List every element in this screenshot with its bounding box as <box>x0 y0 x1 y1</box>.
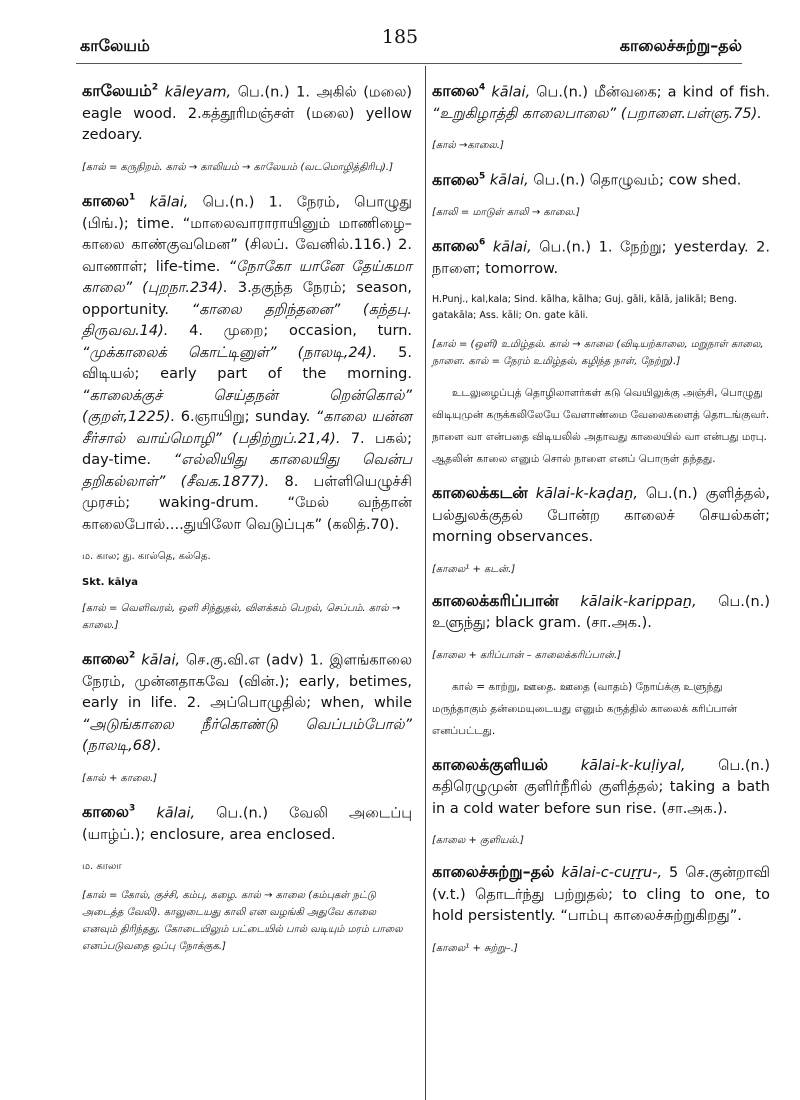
entry-kaalaikkadan <box>432 482 770 549</box>
homonym-number: 1 <box>129 192 136 203</box>
related-languages: ம. கால; து. கால்தெ, கல்தெ. <box>82 551 211 563</box>
etymology-note: [காலை + குளியல்.] <box>432 835 524 847</box>
etymology-note: [கால் + காலை.] <box>82 772 158 784</box>
headword: காலைச்சுற்று–தல் <box>432 862 555 882</box>
etymology-note: [கால் = (ஒளி) உமிழ்தல். கால் → காலை (விடியற்காலை, மறுநாள் காலை, நாளை. கால் = நேரம் உமிழ்தல், கழிந்த நாள், நேற்று).] <box>432 339 764 368</box>
etymology-note: [காலி = மாடுள் காலி → காலை.] <box>432 207 580 219</box>
quotation: “முக்காலைக் கொட்டினுள்” (நாலடி,24). <box>82 344 378 361</box>
etymology-note: [காலை + கரிப்பான் – காலைக்கரிப்பான்.] <box>432 649 622 661</box>
left-column <box>82 66 412 955</box>
sanskrit-cognate: Skt. kālya <box>82 577 139 589</box>
definition: 5. விடியல்; early part of the morning. <box>82 344 413 383</box>
transliteration: kālai, <box>141 652 181 669</box>
quotation: “காலைக்குச் செய்தநன் றென்கொல்” (குறள்,1225). <box>82 387 412 426</box>
homonym-number: 2 <box>129 651 136 662</box>
left-guide-word: காலேயம் <box>80 36 150 55</box>
entry-kaalai-5 <box>432 166 770 192</box>
transliteration: kāleyam, <box>164 84 232 101</box>
transliteration: kālaik-karippaṉ, <box>580 593 697 610</box>
headword: காலை <box>432 236 480 256</box>
homonym-number: 3 <box>129 803 136 814</box>
etymology-note: [கால் →காலை.] <box>432 140 504 152</box>
homonym-number: 2 <box>151 83 159 93</box>
etymology-note: [கால் = கோல், குச்சி, கம்பு, கழை. கால் → காலை (கம்புகள் நட்டு அடைத்த வேலி). காலுடையது காலி என வழங்கி அதுவே காலை எனவும் திரிந்தது. கோடையிலும் பட்டையில் பால் வடியும் மரம் பாலை எனப்படுவதை ஒப்பு நோக்குக.] <box>82 890 403 953</box>
headword: காலேயம் <box>82 81 152 101</box>
headword: காலை <box>82 649 130 669</box>
entry-kaalai-2 <box>82 646 412 758</box>
etymology-note: [காலை¹ + சுற்று–.] <box>432 942 518 954</box>
definition: பெ.(n.) 1. அகில் (மலை) eagle wood. 2.கத்தூரிமஞ்சள் (மலை) yellow zedoary. <box>82 84 413 144</box>
quotation: “உறுகிழாத்தி காலைபாலை” (பறாளை.பள்ளு.75). <box>432 105 762 122</box>
homonym-number: 6 <box>479 238 486 249</box>
header-rule <box>76 63 742 64</box>
transliteration: kālai, <box>491 84 531 101</box>
entry-kaalaikkarippaan <box>432 590 770 635</box>
etymology-note: [காலை¹ + கடன்.] <box>432 563 516 575</box>
quotation: “நோகோ யானே தேய்கமா காலை” (புறநா.234). <box>82 258 412 297</box>
homonym-number: 5 <box>479 171 486 182</box>
entry-kaalai-1 <box>82 188 412 536</box>
quotation: “அடுங்காலை நீர்கொண்டு வெப்பம்போல்” (நாலடி,68). <box>82 716 412 755</box>
entry-kaalaichchuttru-thal <box>432 861 770 928</box>
transliteration: kālai-c-cuṟṟu-, <box>561 865 663 882</box>
definition: செ.கு.வி.எ (adv) 1. இளங்காலை நேரம், முன்னதாகவே (வின்.); early, betimes, early in life. 2. அப்பொழுதில்; when, while <box>82 652 412 712</box>
headword: காலை <box>82 802 130 822</box>
transliteration: kālai-k-kaḍaṉ, <box>535 486 638 503</box>
definition: 4. முறை; occasion, turn. <box>168 323 412 340</box>
related-languages: ம. காலா <box>82 861 122 873</box>
definition: பெ.(n.) மீன்வகை; a kind of fish. <box>530 84 771 101</box>
definition: பெ.(n.) வேலி அடைப்பு (யாழ்ப்.); enclosure, area enclosed. <box>82 805 412 843</box>
indo-aryan-cognates: H.Punj., kal,kala; Sind. kālha, kālha; Guj. gāli, kālā, jalikāl; Beng. gatakāla; Ass. kāli; On. gate kāli. <box>432 294 737 322</box>
definition: பெ.(n.) 1. நேற்று; yesterday. 2. நாளை; tomorrow. <box>432 239 770 277</box>
definition: 5 செ.குன்றாவி (v.t.) தொடர்ந்து பற்றுதல்; to cling to one, to hold persistently. “பாம்பு காலைச்சுற்றுகிறது”. <box>432 865 771 925</box>
definition: பெ.(n.) தொழுவம்; cow shed. <box>528 172 742 189</box>
definition: பெ.(n.) கதிரெழுமுன் குளிர்நீரில் குளித்தல்; taking a bath in a cold water before sun rise. (சா.அக.). <box>432 757 770 817</box>
definition: 3.தகுந்த நேரம்; season, opportunity. <box>82 280 412 318</box>
entry-kaalaikkuliyal <box>432 754 770 821</box>
entry-kaalai-6 <box>432 233 770 280</box>
headword: காலைக்கரிப்பான் <box>432 590 559 610</box>
quotation: “எல்லியிது காலையிது வென்ப தறிகல்லாள்” (சீவக.1877). <box>82 452 412 490</box>
page-header <box>0 0 800 60</box>
headword: காலைக்குளியல் <box>432 754 549 774</box>
headword: காலை <box>82 191 130 211</box>
entry-kaleyam-2 <box>82 78 412 147</box>
definition: பெ.(n.) 1. நேரம், பொழுது (பிங்.); time. “மாலைவாராராயினும் மாணிழை–காலை காண்குவமென” (சிலப். வேனில்.116.) 2. வாணாள்; life-time. <box>82 194 413 275</box>
transliteration: kālai, <box>489 172 529 189</box>
headword: காலை <box>432 81 480 101</box>
quotation: “காலை தறிந்தனை” (கந்தபு. திருவவ.14). <box>82 301 412 340</box>
definition: பெ.(n.) குளித்தல், பல்துலக்குதல் போன்ற காலைச் செயல்கள்; morning observances. <box>432 486 771 546</box>
right-guide-word: காலைச்சுற்று–தல் <box>619 36 742 55</box>
quotation: “காலை யன்ன சீர்சால் வாய்மொழி” (பதிற்றுப்.21,4). <box>82 409 412 447</box>
entry-kaalai-3 <box>82 799 412 846</box>
transliteration: kālai, <box>156 805 196 822</box>
headword: காலைக்கடன் <box>432 483 528 503</box>
transliteration: kālai, <box>149 194 189 211</box>
definition: 7. பகல்; day-time. <box>82 430 412 469</box>
explanatory-paragraph: கால் = காற்று, ஊதை. ஊதை (வாதம்) நோய்க்கு உளுந்து மருந்தாகும் தன்மையுடையது எனும் கருத்தில் காலைக் கரிப்பான் எனப்பட்டது. <box>432 680 738 737</box>
entry-kaalai-4 <box>432 78 770 125</box>
page-number: 185 <box>381 26 419 48</box>
headword: காலை <box>432 169 480 189</box>
column-divider <box>425 66 426 1100</box>
right-column <box>432 66 770 957</box>
transliteration: kālai-k-kuḷiyal, <box>580 757 686 774</box>
transliteration: kālai, <box>492 239 532 256</box>
definition: 8. பள்ளியெழுச்சி முரசம்; waking-drum. “மேல் வந்தான் காலைபோல்....துயிலோ வெடுப்புக” (கலித்.70). <box>82 473 412 533</box>
definition: 6.ஞாயிறு; sunday. <box>175 409 316 426</box>
explanatory-paragraph: உடலுழைப்புத் தொழிலாளர்கள் கடு வெயிலுக்கு அஞ்சி, பொழுது விடியுமுன் கருக்கலிலேயே வேளாண்மை வேலைகளைத் தொடங்குவர். நாளை வா என்பதை விடியலில் அதாவது காலையில் வா என்பது மரபு. ஆதலின் காலை எனும் சொல் நாளை எனப் பொருள் தந்தது. <box>432 387 770 466</box>
etymology-note: [கால் = வெளிவரல், ஒளி சிந்துதல், விளக்கம் பெறல், செப்பம். கால் → காலை.] <box>82 603 401 632</box>
homonym-number: 4 <box>479 83 486 93</box>
definition: பெ.(n.) உளுந்து; black gram. (சா.அக.). <box>432 593 770 632</box>
etymology-note: [கால் = கருநிறம். கால் → காலியம் → காலேயம் (வடமொழித்திரிபு).] <box>82 161 394 173</box>
